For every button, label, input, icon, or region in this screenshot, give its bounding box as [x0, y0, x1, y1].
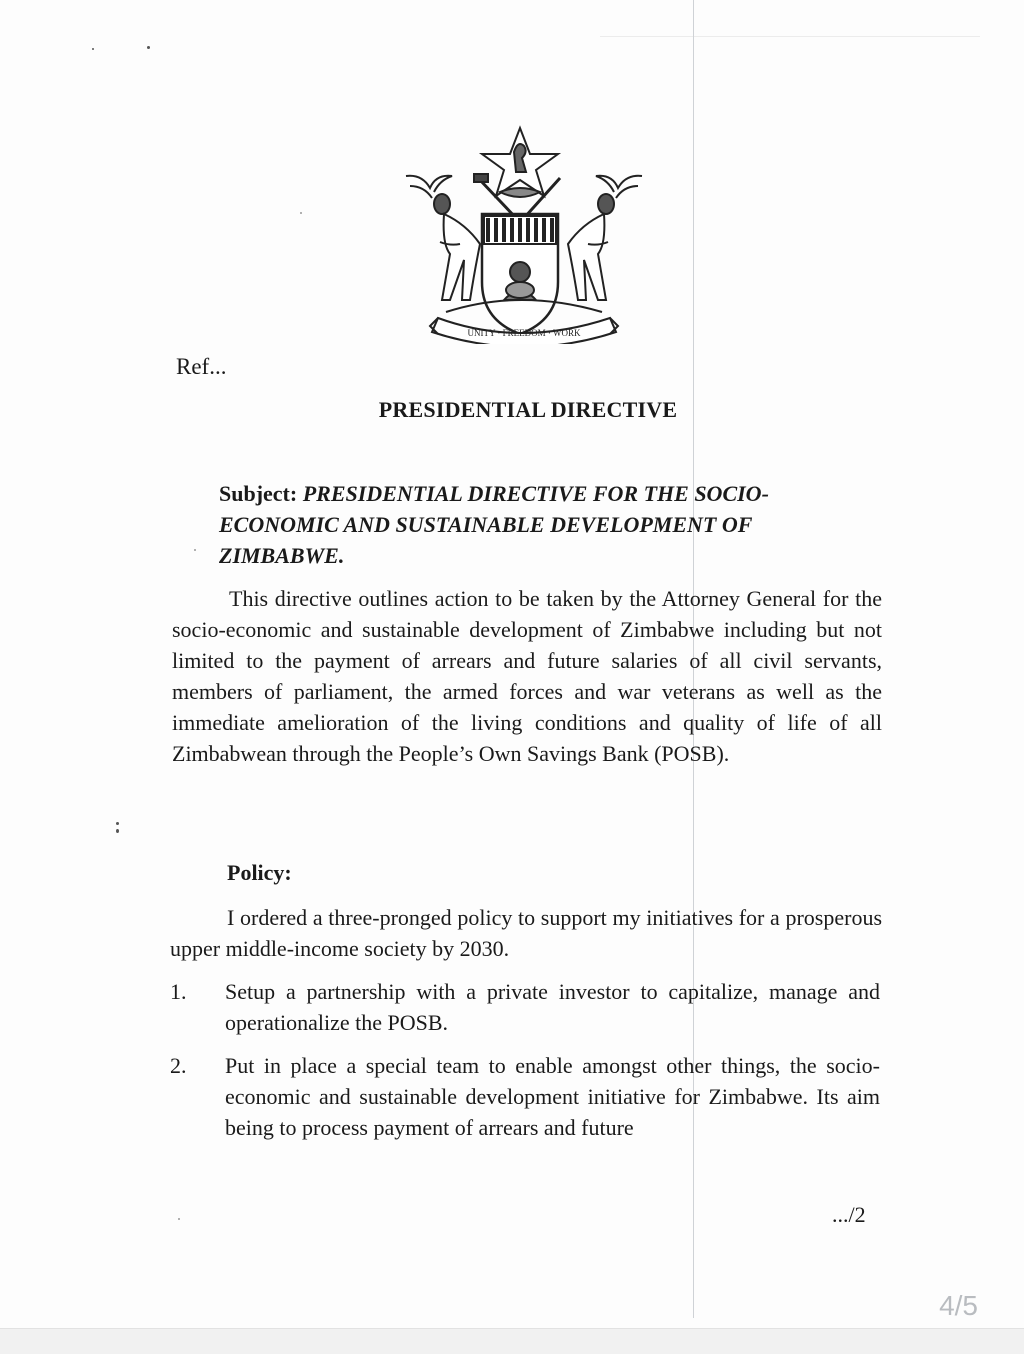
intro-paragraph: This directive outlines action to be taken by the Attorney General for the socio-economic and sustainable development of Zimbabwe including but not limited to the payment of arrears and future salaries of all civil servants, members of parliament, the armed forces and war veterans as well as the immediate amelioration of the living conditions and quality of life of all Zimbabwean through the People’s Own Savings Bank (POSB). [172, 586, 882, 766]
subject-text: PRESIDENTIAL DIRECTIVE FOR THE SOCIO-ECONOMIC AND SUSTAINABLE DEVELOPMENT OF ZIMBABWE. [219, 481, 769, 568]
page-continuation-marker: .../2 [832, 1202, 866, 1227]
scan-speck [116, 829, 119, 833]
policy-heading: Policy: [227, 860, 292, 885]
scan-speck [178, 1218, 180, 1220]
policy-list-item [170, 1050, 882, 1143]
scan-speck [300, 212, 302, 214]
scan-speck [194, 549, 196, 551]
subject-label: Subject: [219, 481, 298, 506]
policy-paragraph: I ordered a three-pronged policy to support my initiatives for a prosperous upper middle-income society by 2030. [170, 905, 882, 961]
scan-speck [147, 46, 150, 49]
reference-label: Ref... [176, 354, 227, 379]
scan-speck [116, 822, 119, 825]
policy-item-number: 2. [170, 1053, 187, 1078]
viewer-bottom-bar [0, 1328, 1024, 1354]
coat-of-arms-motto: UNITY · FREEDOM · WORK [467, 328, 581, 338]
policy-item-text: Setup a partnership with a private investor to capitalize, manage and operationalize the POSB. [225, 979, 880, 1035]
document-title: PRESIDENTIAL DIRECTIVE [378, 397, 678, 422]
policy-item-text: Put in place a special team to enable amongst other things, the socio-economic and sustainable development initiative for Zimbabwe. Its aim being to process payment of arrears and future [225, 1053, 880, 1140]
scan-speck [92, 48, 94, 50]
policy-item-number: 1. [170, 979, 187, 1004]
coat-of-arms-emblem [396, 122, 652, 344]
subject-block [219, 478, 869, 571]
scan-edge [600, 36, 980, 37]
page-indicator: 4/5 [939, 1290, 978, 1321]
policy-list-item [170, 976, 882, 1038]
